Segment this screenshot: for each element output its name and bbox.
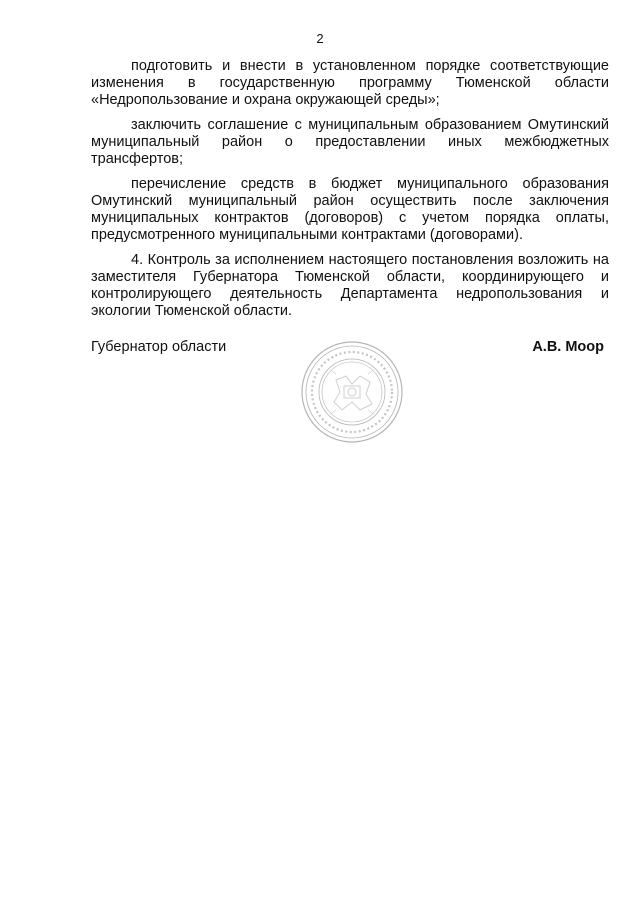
signatory-name: А.В. Моор <box>532 339 604 355</box>
document-body <box>91 58 609 328</box>
official-seal-stamp <box>300 340 404 444</box>
paragraph-1: подготовить и внести в установленном порядке соответствующие изменения в государственную программу Тюменской области «Недропользование и охрана окружающей среды»; <box>91 58 609 108</box>
paragraph-2: заключить соглашение с муниципальным образованием Омутинский муниципальный район о предоставлении иных межбюджетных трансфертов; <box>91 117 609 167</box>
paragraph-4: 4. Контроль за исполнением настоящего постановления возложить на заместителя Губернатора Тюменской области, координирующего и контролирующего деятельность Департамента недропользования и экологии Тюменской области. <box>91 252 609 319</box>
signatory-title: Губернатор области <box>91 339 227 355</box>
page-number: 2 <box>316 31 324 46</box>
paragraph-3: перечисление средств в бюджет муниципального образования Омутинский муниципальный район осуществить после заключения муниципальных контрактов (договоров) с учетом порядка оплаты, предусмотренного муниципальными контрактами (договорами). <box>91 176 609 243</box>
